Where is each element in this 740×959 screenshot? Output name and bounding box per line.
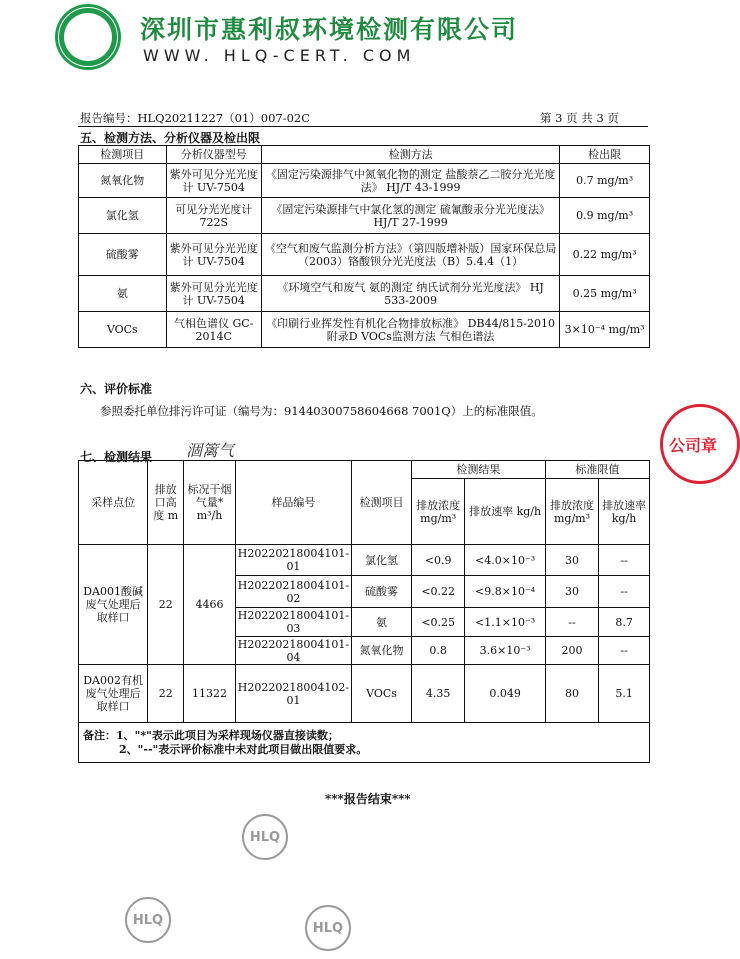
note-1: 备注：1、"*"表示此项目为采样现场仪器直接读数； [83, 728, 339, 742]
cell-method: 《环境空气和废气 氨的测定 纳氏试剂分光光度法》 HJ 533-2009 [261, 276, 559, 312]
cell-sample: H20220218004101-04 [235, 637, 351, 665]
col-item: 检测项目 [352, 461, 412, 545]
cell-rate: 0.049 [465, 665, 545, 723]
col-method: 检测方法 [261, 146, 559, 164]
cell-rate: 3.6×10⁻³ [465, 637, 545, 665]
cell-method: 《固定污染源排气中氯化氢的测定 硫氰酸汞分光光度法》 HJ/T 27-1999 [261, 198, 559, 234]
cell-conc: 0.8 [412, 637, 465, 665]
cell-point: DA001酸碱废气处理后取样口 [79, 545, 148, 665]
cell-std-rate: -- [599, 576, 650, 608]
hlq-stamp-icon-2: HLQ [125, 897, 171, 943]
cell-item: 氯化氢 [79, 198, 167, 234]
hlq-stamp-icon: HLQ [242, 814, 288, 860]
col-conc: 排放浓度 mg/m³ [412, 479, 465, 545]
cell-item: 氯化氢 [352, 545, 412, 576]
col-flow: 标况干烟气量* m³/h [184, 461, 236, 545]
table-row [79, 665, 650, 723]
table-row [79, 198, 650, 234]
cell-sample: H20220218004101-01 [235, 545, 351, 576]
cell-sample: H20220218004101-03 [235, 608, 351, 637]
section7-title: 七、检测结果 [80, 450, 153, 464]
col-height: 排放口高度 m [148, 461, 184, 545]
section5-title: 五、检测方法、分析仪器及检出限 [80, 131, 261, 145]
cell-sample: H20220218004102-01 [235, 665, 351, 723]
section6-title: 六、评价标准 [80, 382, 153, 396]
cell-item: 氨 [352, 608, 412, 637]
cell-instrument: 紫外可见分光光度计 UV-7504 [166, 234, 261, 276]
cell-rate: <9.8×10⁻⁴ [465, 576, 545, 608]
col-instrument: 分析仪器型号 [166, 146, 261, 164]
cell-item: 氨 [79, 276, 167, 312]
cell-std-rate: 8.7 [599, 608, 650, 637]
col-standard: 标准限值 [545, 461, 649, 479]
cell-instrument: 气相色谱仪 GC-2014C [166, 312, 261, 348]
cell-height: 22 [148, 545, 184, 665]
col-sample: 样品编号 [235, 461, 351, 545]
cell-std-conc: 30 [545, 576, 598, 608]
company-name: 深圳市惠利叔环境检测有限公司 [140, 15, 519, 44]
cell-limit: 0.22 mg/m³ [560, 234, 650, 276]
company-logo-icon [55, 4, 121, 70]
cell-method: 《空气和废气监测分析方法》（第四版增补版）国家环保总局（2003）铬酸钡分光光度法（B）5.4.4（1） [261, 234, 559, 276]
report-end: ***报告结束*** [325, 792, 411, 806]
cell-std-rate: -- [599, 637, 650, 665]
cell-flow: 4466 [184, 545, 236, 665]
cell-method: 《印刷行业挥发性有机化合物排放标准》 DB44/815-2010 附录D VOCs监测方法 气相色谱法 [261, 312, 559, 348]
col-limit: 检出限 [560, 146, 650, 164]
cell-std-conc: 200 [545, 637, 598, 665]
cell-sample: H20220218004101-02 [235, 576, 351, 608]
cell-rate: <4.0×10⁻³ [465, 545, 545, 576]
cell-std-conc: -- [545, 608, 598, 637]
col-point: 采样点位 [79, 461, 148, 545]
divider [78, 126, 648, 127]
cell-point: DA002有机废气处理后取样口 [79, 665, 148, 723]
col-rate: 排放速率 kg/h [465, 479, 545, 545]
table-row [79, 545, 650, 576]
cell-item: 氮氧化物 [352, 637, 412, 665]
cell-conc: 4.35 [412, 665, 465, 723]
cell-item: VOCs [79, 312, 167, 348]
cell-conc: <0.9 [412, 545, 465, 576]
company-website: WWW. HLQ-CERT. COM [143, 46, 416, 65]
cell-instrument: 可见分光光度计 722S [166, 198, 261, 234]
col-std-rate: 排放速率 kg/h [599, 479, 650, 545]
evaluation-standard-text: 参照委托单位排污许可证（编号为：91440300758604668 7001Q）上的标准限值。 [100, 404, 543, 418]
cell-limit: 3×10⁻⁴ mg/m³ [560, 312, 650, 348]
results-table [78, 460, 650, 763]
cell-std-rate: 5.1 [599, 665, 650, 723]
table-row [79, 234, 650, 276]
hlq-stamp-icon-3: HLQ [305, 905, 351, 951]
cell-limit: 0.7 mg/m³ [560, 164, 650, 198]
cell-std-rate: -- [599, 545, 650, 576]
cell-item: 硫酸雾 [79, 234, 167, 276]
cell-instrument: 紫外可见分光光度计 UV-7504 [166, 276, 261, 312]
cell-limit: 0.9 mg/m³ [560, 198, 650, 234]
page-number: 第 3 页 共 3 页 [540, 111, 619, 125]
cell-std-conc: 80 [545, 665, 598, 723]
cell-item: 氮氧化物 [79, 164, 167, 198]
methods-table [78, 145, 650, 348]
cell-std-conc: 30 [545, 545, 598, 576]
cell-item: VOCs [352, 665, 412, 723]
col-result: 检测结果 [412, 461, 546, 479]
notes-row [79, 723, 650, 763]
handwritten-note: 涸篱气 [186, 441, 235, 460]
cell-height: 22 [148, 665, 184, 723]
table-row [79, 276, 650, 312]
table-row [79, 164, 650, 198]
cell-flow: 11322 [184, 665, 236, 723]
cell-conc: <0.25 [412, 608, 465, 637]
cell-limit: 0.25 mg/m³ [560, 276, 650, 312]
col-std-conc: 排放浓度 mg/m³ [545, 479, 598, 545]
cell-instrument: 紫外可见分光光度计 UV-7504 [166, 164, 261, 198]
note-2: 2、"--"表示评价标准中未对此项目做出限值要求。 [119, 742, 368, 756]
red-seal-icon: 公司章 [660, 404, 740, 484]
cell-method: 《固定污染源排气中氮氧化物的测定 盐酸萘乙二胺分光光度法》 HJ/T 43-1999 [261, 164, 559, 198]
report-number: 报告编号：HLQ20211227（01）007-02C [80, 111, 311, 125]
col-item: 检测项目 [79, 146, 167, 164]
cell-conc: <0.22 [412, 576, 465, 608]
cell-rate: <1.1×10⁻³ [465, 608, 545, 637]
cell-item: 硫酸雾 [352, 576, 412, 608]
table-row [79, 312, 650, 348]
